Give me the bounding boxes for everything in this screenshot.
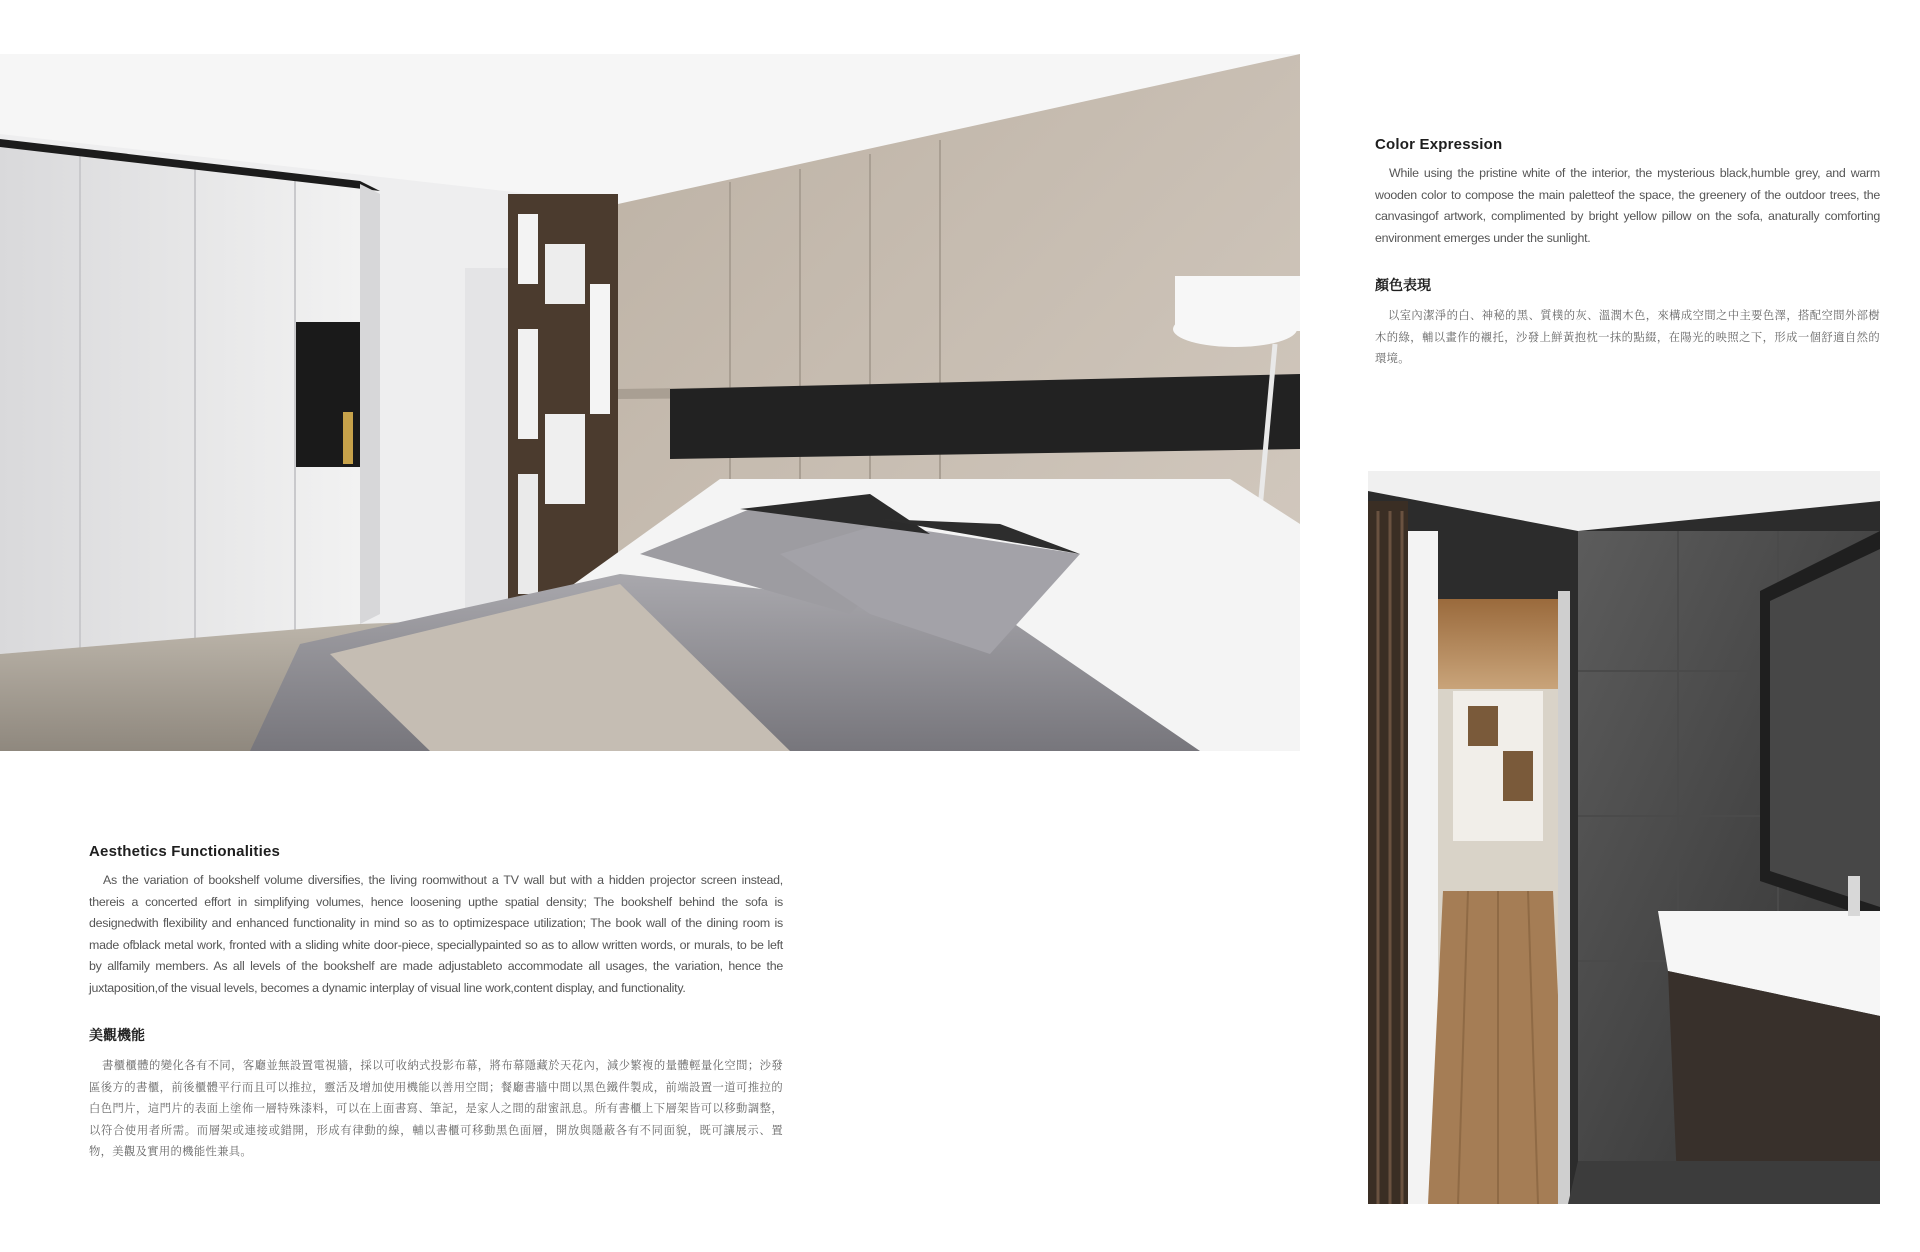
color-expression-section bbox=[1375, 136, 1880, 370]
color-expression-heading-zh: 顏色表現 bbox=[1375, 278, 1431, 294]
color-expression-heading: Color Expression bbox=[1375, 136, 1503, 153]
color-expression-body: While using the pristine white of the interior, the mysterious black,humble grey, and warm wooden color to compose the main paletteof the space, the greenery of the outdoor trees, the canvasingof artwork, complimented by bright yellow pillow on the sofa, anaturally comforting environment emerges under the sunlight. bbox=[1375, 166, 1880, 245]
aesthetics-heading-zh: 美觀機能 bbox=[89, 1028, 145, 1044]
color-expression-body-zh: 以室內潔淨的白、神秘的黑、質樸的灰、溫潤木色，來構成空間之中主要色澤，搭配空間外部樹木的綠，輔以畫作的襯托，沙發上鮮黃抱枕一抹的點綴，在陽光的映照之下，形成一個舒適自然的環境。 bbox=[1375, 309, 1880, 365]
bathroom-photo bbox=[1368, 471, 1880, 1204]
bedroom-photo bbox=[0, 54, 1300, 751]
aesthetics-body-zh: 書櫃櫃體的變化各有不同，客廳並無設置電視牆，採以可收納式投影布幕，將布幕隱藏於天花內，減少繁複的量體輕量化空間；沙發區後方的書櫃，前後櫃體平行而且可以推拉，靈活及增加使用機能以善用空間；餐廳書牆中間以黑色鐵件製成，前端設置一道可推拉的白色門片，這門片的表面上塗佈一層特殊漆料，可以在上面書寫、筆記，是家人之間的甜蜜訊息。所有書櫃上下層架皆可以移動調整，以符合使用者所需。而層架或連接或錯開，形成有律動的線，輔以書櫃可移動黑色面層，開放與隱蔽各有不同面貌，既可讓展示、置物，美觀及實用的機能性兼具。 bbox=[89, 1059, 783, 1158]
aesthetics-body: As the variation of bookshelf volume diversifies, the living roomwithout a TV wall but with a hidden projector screen instead, thereis a concerted effort in simplifying volumes, hence loosening upthe spatial density; The bookshelf behind the sofa is designedwith flexibility and enhanced functionality in mind so as to optimizespace utilization; The book wall of the dining room is made ofblack metal work, fronted with a sliding white door-piece, speciallypainted so as to allow written words, or murals, to be left by allfamily members. As all levels of the bookshelf are made adjustableto accommodate all usages, the variation, hence the juxtaposition,of the visual levels, becomes a dynamic interplay of visual line work,content display, and functionality. bbox=[89, 873, 783, 995]
aesthetics-section bbox=[89, 843, 783, 1163]
aesthetics-heading: Aesthetics Functionalities bbox=[89, 843, 281, 860]
